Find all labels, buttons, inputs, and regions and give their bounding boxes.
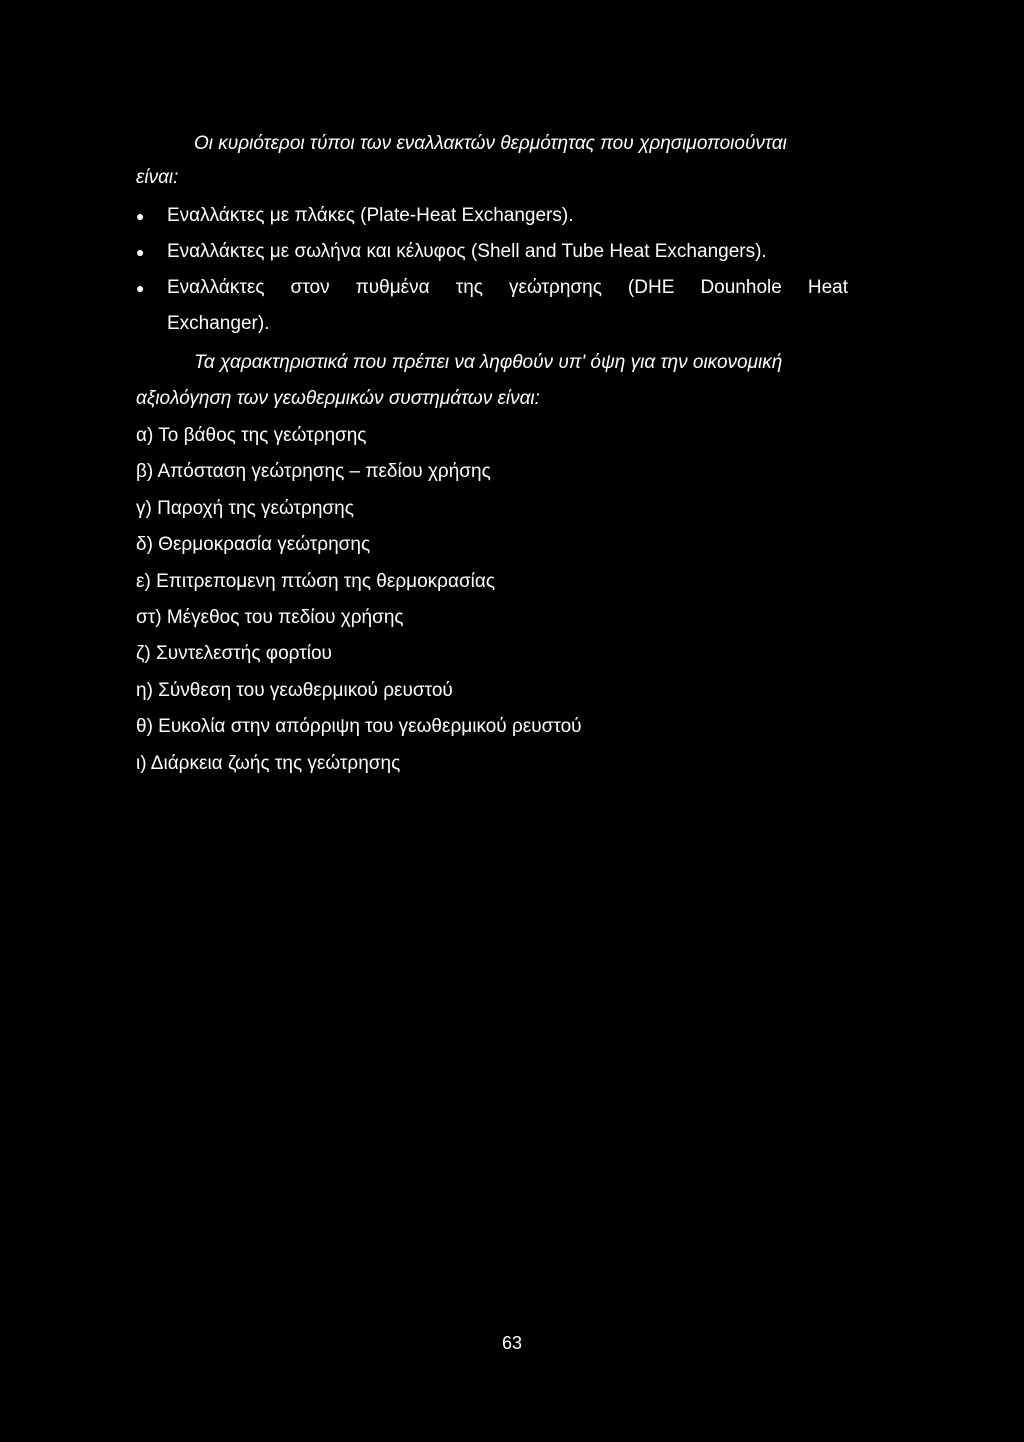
bullet-item-continuation [136,306,848,342]
intro-paragraph [136,127,787,195]
list-item: ε) Επιτρεπομενη πτώση της θερμοκρασίας [136,570,496,592]
intro-line-1 [136,127,787,161]
bullet-text: Εναλλάκτες με σωλήνα και κέλυφος (Shell and Tube Heat Exchangers). [167,241,767,262]
bullet-text: Εναλλάκτες στον πυθμένα της γεώτρησης (DHE Dounhole Heat [167,277,848,298]
bullet-text: Exchanger). [167,313,270,334]
characteristics-line-1 [136,345,782,381]
list-item: δ) Θερμοκρασία γεώτρησης [136,534,371,556]
bullet-icon: ● [136,244,145,260]
characteristics-line-2: αξιολόγηση των γεωθερμικών συστημάτων είναι: [136,388,540,409]
list-item: θ) Ευκολία στην απόρριψη του γεωθερμικού ρευστού [136,716,582,738]
bullet-item [136,234,848,270]
list-item: α) Το βάθος της γεώτρησης [136,425,367,446]
bullet-text: Εναλλάκτες με πλάκες (Plate-Heat Exchangers). [167,205,574,226]
bullet-item [136,198,848,234]
characteristics-paragraph [136,345,782,417]
list-item: ι) Διάρκεια ζωής της γεώτρησης [136,752,401,774]
list-item: η) Σύνθεση του γεωθερμικού ρευστού [136,679,453,701]
intro-line-2: είναι: [136,167,179,188]
characteristics-list [136,418,582,782]
bullet-icon: ● [136,280,145,296]
bullet-item [136,270,848,306]
intro-text-1: Οι κυριότεροι τύποι των εναλλακτών θερμότητας που χρησιμοποιούνται [194,133,787,154]
exchanger-types-list [136,198,848,342]
list-item: β) Απόσταση γεώτρησης – πεδίου χρήσης [136,461,491,483]
bullet-icon: ● [136,208,145,224]
list-item: ζ) Συντελεστής φορτίου [136,643,332,665]
list-item: στ) Μέγεθος του πεδίου χρήσης [136,607,404,629]
characteristics-text-1: Τα χαρακτηριστικά που πρέπει να ληφθούν υπ' όψη για την οικονομική [194,352,783,373]
list-item: γ) Παροχή της γεώτρησης [136,497,354,519]
page-number: 63 [501,1333,523,1353]
